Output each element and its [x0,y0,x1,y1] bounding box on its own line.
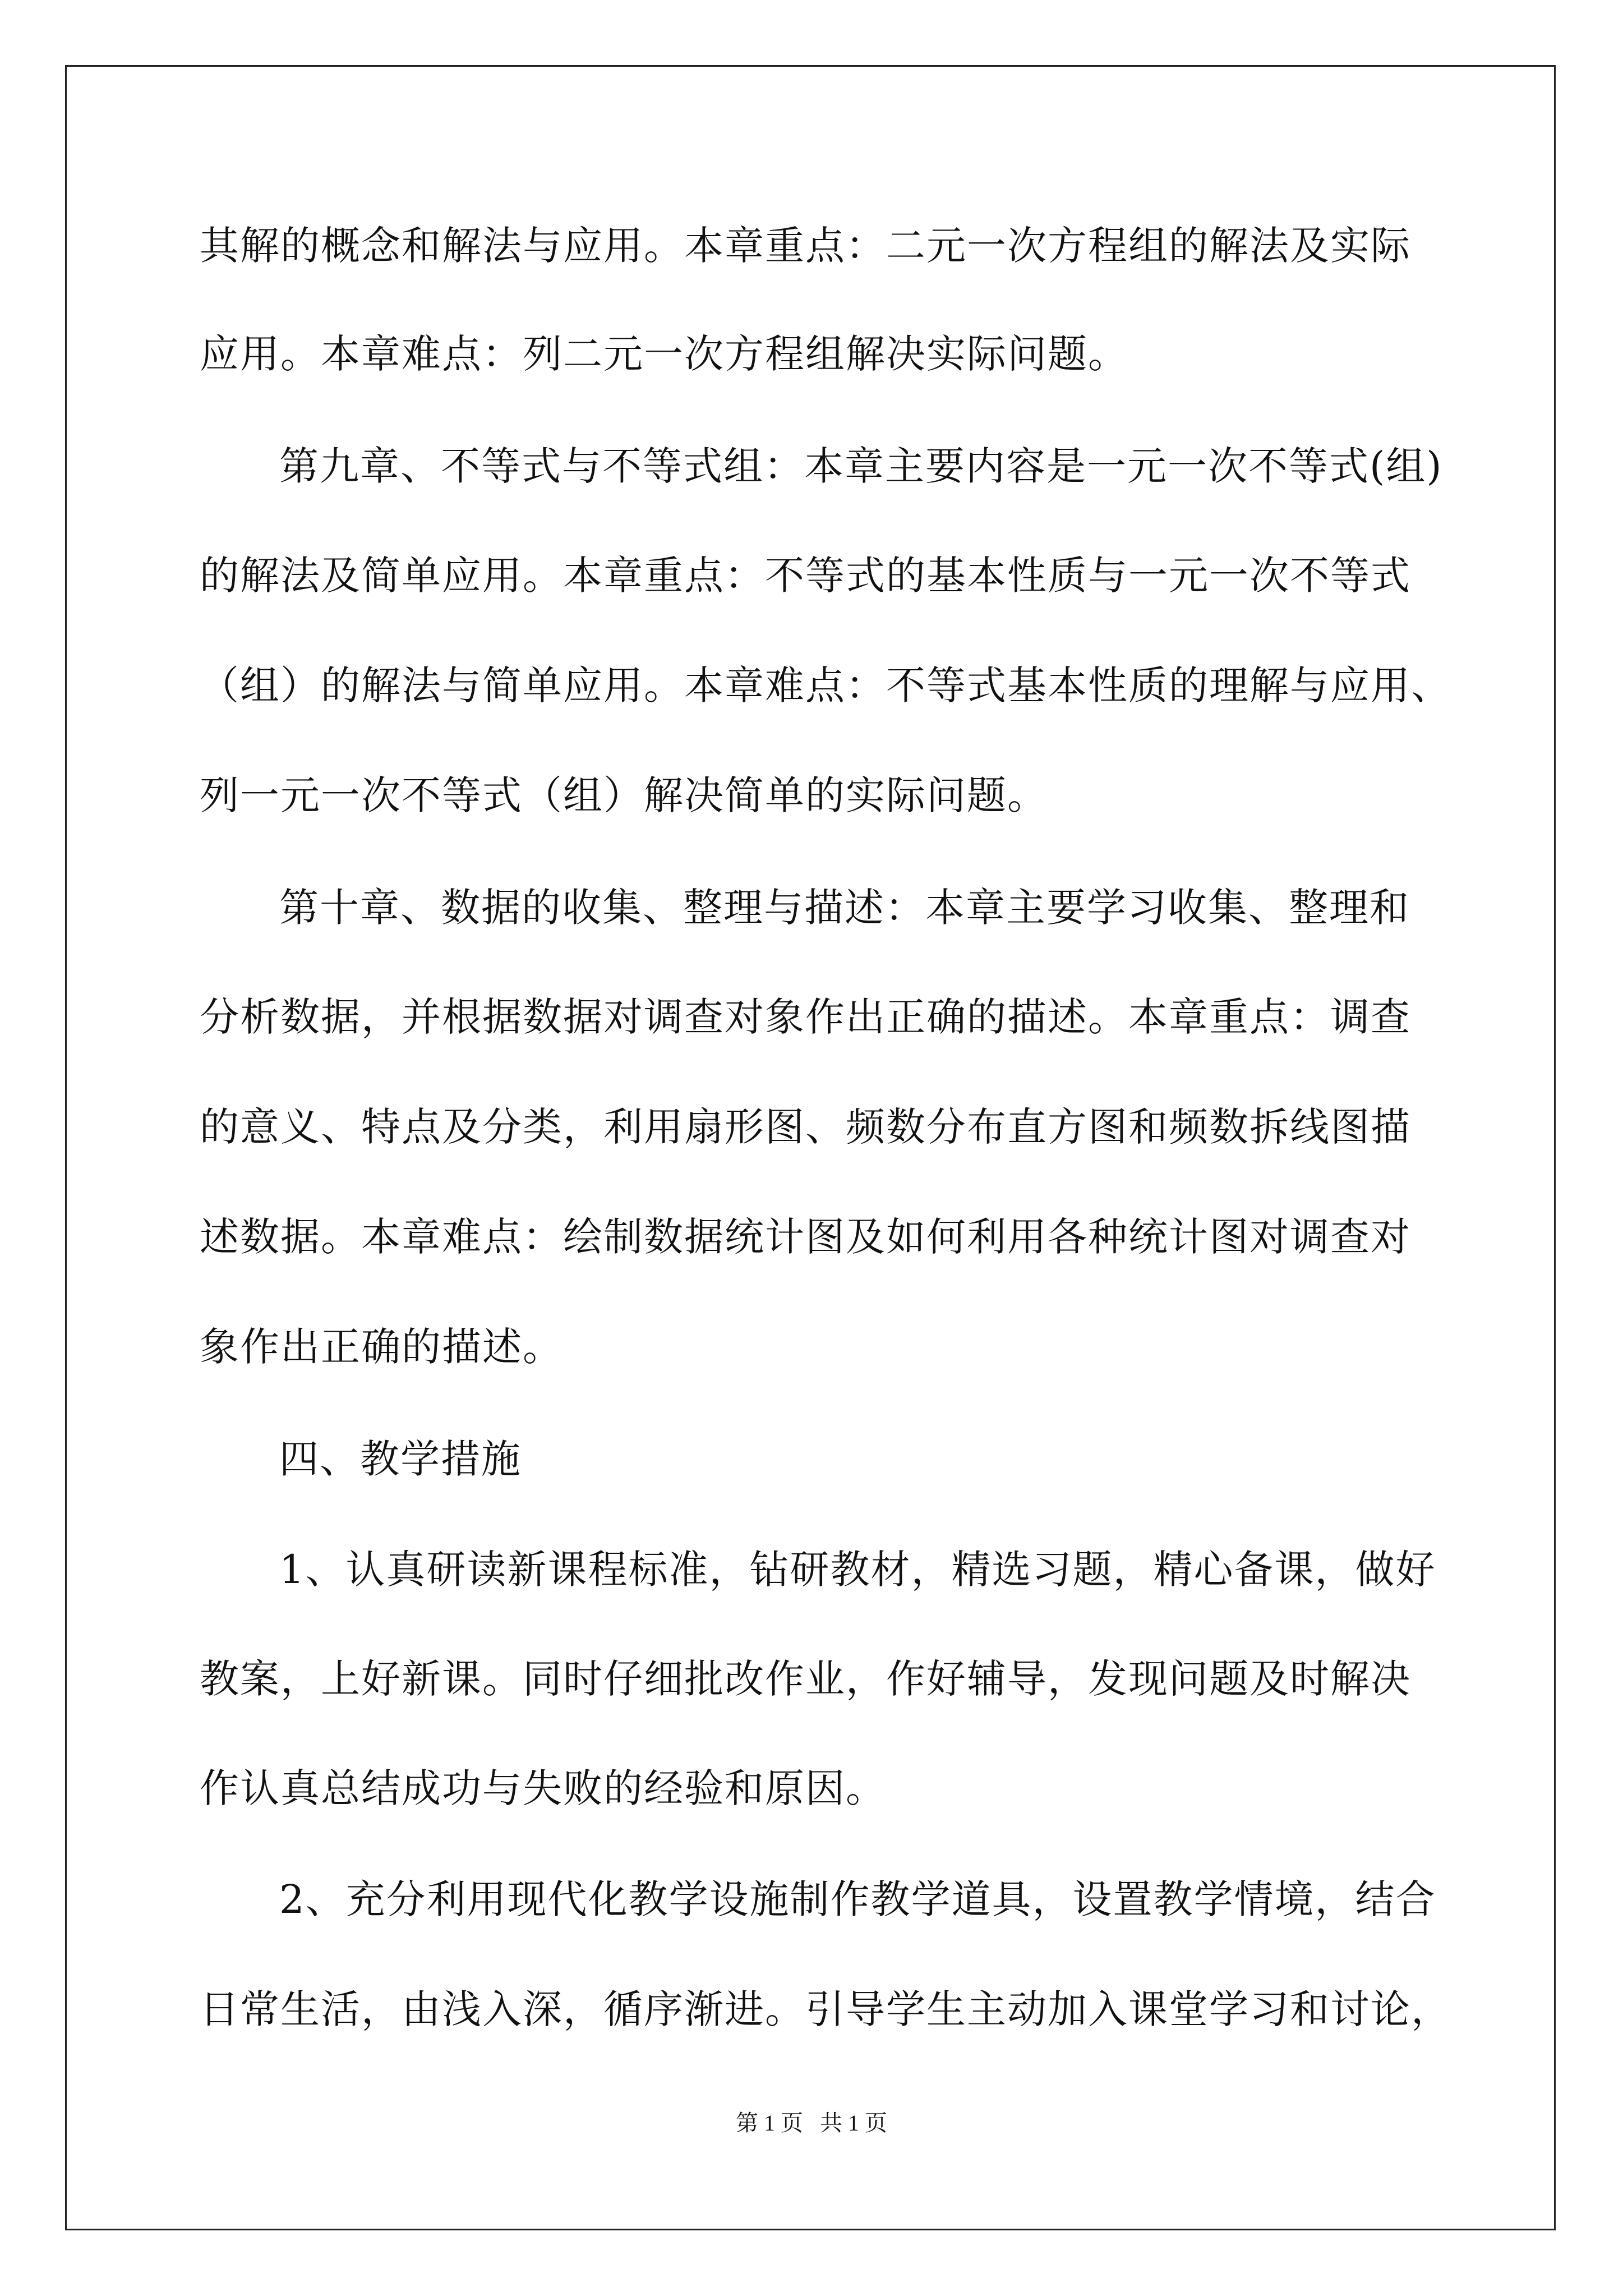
text-line: 作认真总结成功与失败的经验和原因。 [200,1765,886,1811]
text-line: 象作出正确的描述。 [200,1324,563,1370]
page-number-footer: 第 1 页 共 1 页 [736,2110,887,2136]
text-line: （组）的解法与简单应用。本章难点：不等式基本性质的理解与应用、 [200,662,1451,708]
text-line: 的意义、特点及分类，利用扇形图、频数分布直方图和频数拆线图描 [200,1104,1411,1150]
text-line: 第十章、数据的收集、整理与描述：本章主要学习收集、整理和 [279,885,1410,931]
text-line: 教案，上好新课。同时仔细批改作业，作好辅导，发现问题及时解决 [200,1656,1411,1702]
text-line: 的解法及简单应用。本章重点：不等式的基本性质与一元一次不等式 [200,553,1411,599]
text-line: 述数据。本章难点：绘制数据统计图及如何利用各种统计图对调查对 [200,1214,1411,1260]
section-heading: 四、教学措施 [279,1436,522,1482]
text-line: 列一元一次不等式（组）解决简单的实际问题。 [200,772,1048,818]
text-line: 其解的概念和解法与应用。本章重点：二元一次方程组的解法及实际 [200,223,1411,269]
text-line: 分析数据，并根据数据对调查对象作出正确的描述。本章重点：调查 [200,994,1411,1040]
text-line: 1、认真研读新课程标准，钻研教材，精选习题，精心备课，做好 [279,1547,1436,1593]
text-line: 第九章、不等式与不等式组：本章主要内容是一元一次不等式(组) [279,443,1443,489]
text-line: 应用。本章难点：列二元一次方程组解决实际问题。 [200,331,1128,377]
text-line: 日常生活，由浅入深，循序渐进。引导学生主动加入课堂学习和讨论， [200,1986,1451,2032]
text-line: 2、充分利用现代化教学设施制作教学道具，设置教学情境，结合 [279,1876,1436,1922]
